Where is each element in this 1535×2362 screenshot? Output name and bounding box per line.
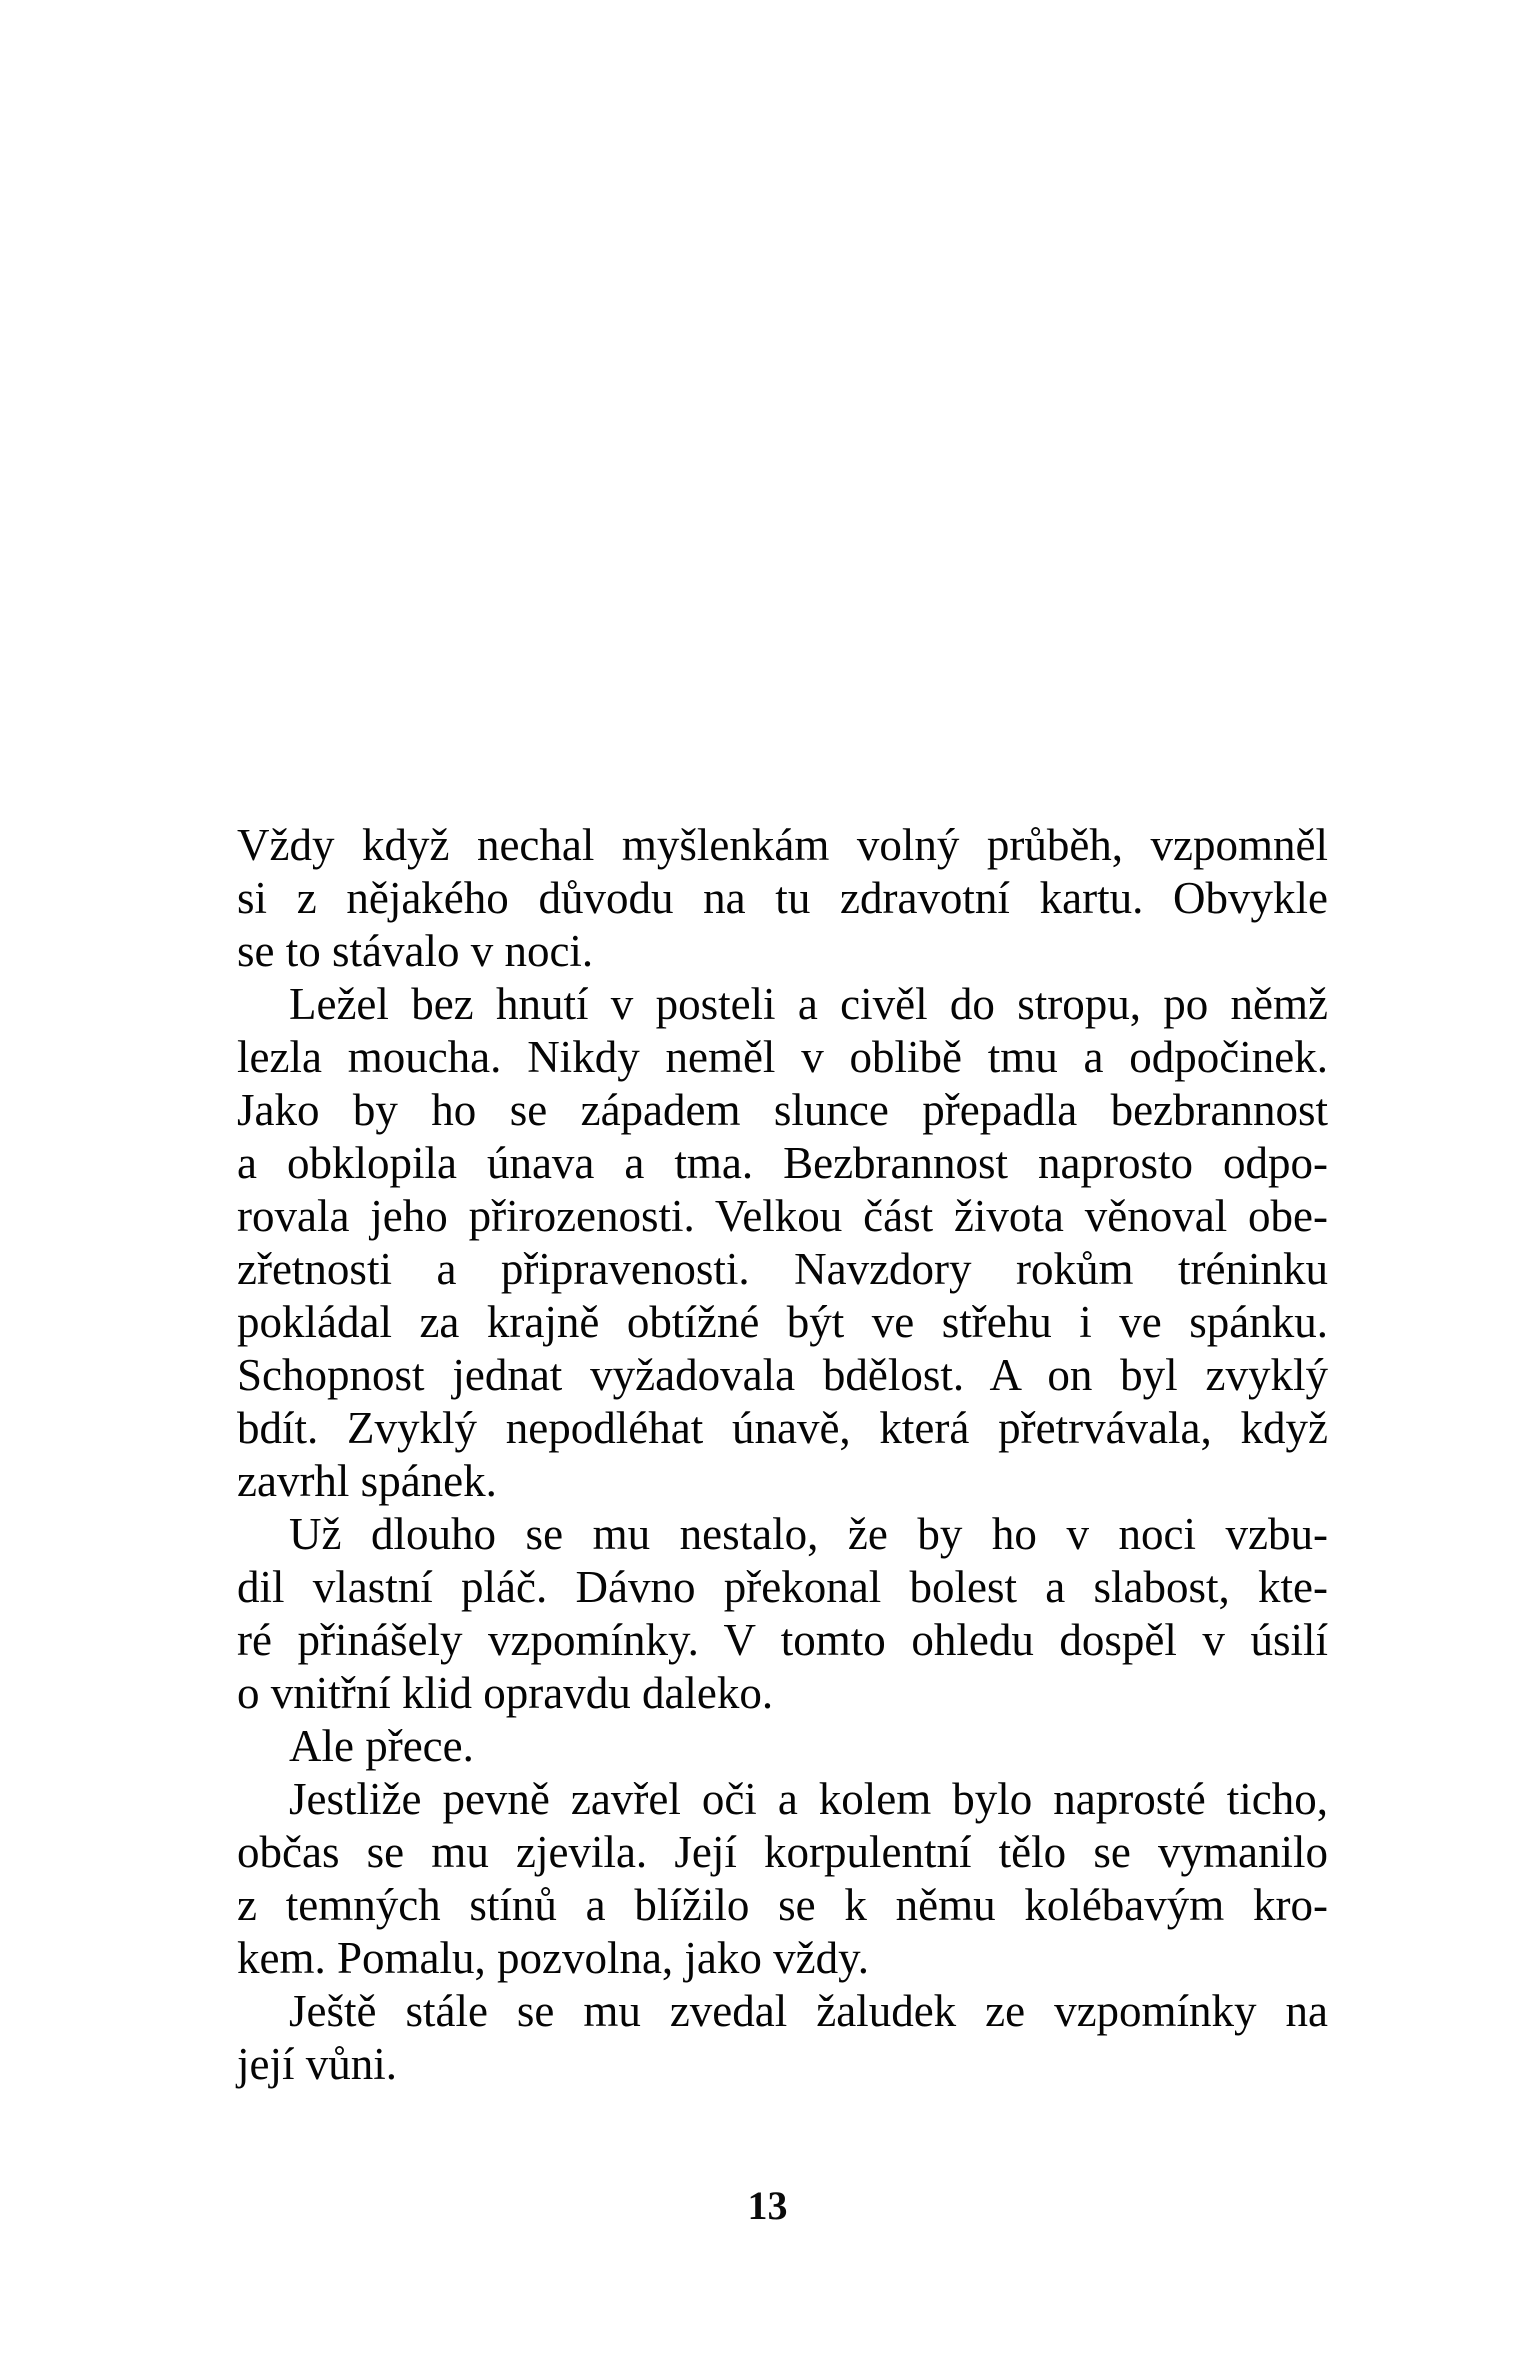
text-line: občas se mu zjevila. Její korpulentní tělo se vymanilo — [237, 1827, 1328, 1877]
text-line: zřetnosti a připravenosti. Navzdory rokům tréninku — [237, 1244, 1328, 1294]
page-footer — [0, 2183, 1535, 2228]
text-line: kem. Pomalu, pozvolna, jako vždy. — [237, 1933, 869, 1983]
text-line: zavrhl spánek. — [237, 1456, 497, 1506]
text-line: bdít. Zvyklý nepodléhat únavě, která přetrvávala, když — [237, 1403, 1328, 1453]
text-line: Ještě stále se mu zvedal žaludek ze vzpomínky na — [289, 1986, 1328, 2036]
text-line: lezla moucha. Nikdy neměl v oblibě tmu a odpočinek. — [237, 1032, 1328, 1082]
text-line: se to stávalo v noci. — [237, 926, 594, 976]
text-line: pokládal za krajně obtížné být ve střehu i ve spánku. — [237, 1297, 1328, 1347]
text-line: Ležel bez hnutí v posteli a civěl do stropu, po němž — [289, 979, 1328, 1029]
text-line: z temných stínů a blížilo se k němu kolébavým kro- — [237, 1880, 1328, 1930]
text-line: Vždy když nechal myšlenkám volný průběh, vzpomněl — [237, 820, 1328, 870]
text-line: její vůni. — [237, 2039, 397, 2089]
text-line: ré přinášely vzpomínky. V tomto ohledu dospěl v úsilí — [237, 1615, 1328, 1665]
text-line: si z nějakého důvodu na tu zdravotní kartu. Obvykle — [237, 873, 1328, 923]
text-line: Schopnost jednat vyžadovala bdělost. A on byl zvyklý — [237, 1350, 1328, 1400]
text-line: Jestliže pevně zavřel oči a kolem bylo naprosté ticho, — [289, 1774, 1328, 1824]
text-line: Ale přece. — [289, 1721, 474, 1771]
text-line: rovala jeho přirozenosti. Velkou část života věnoval obe- — [237, 1191, 1328, 1241]
text-line: a obklopila únava a tma. Bezbrannost naprosto odpo- — [237, 1138, 1328, 1188]
text-block — [237, 819, 1328, 2091]
text-line: Jako by ho se západem slunce přepadla bezbrannost — [237, 1085, 1328, 1135]
page-number: 13 — [747, 2183, 788, 2228]
text-line: dil vlastní pláč. Dávno překonal bolest a slabost, kte- — [237, 1562, 1328, 1612]
text-line: o vnitřní klid opravdu daleko. — [237, 1668, 774, 1718]
text-line: Už dlouho se mu nestalo, že by ho v noci vzbu- — [289, 1509, 1328, 1559]
